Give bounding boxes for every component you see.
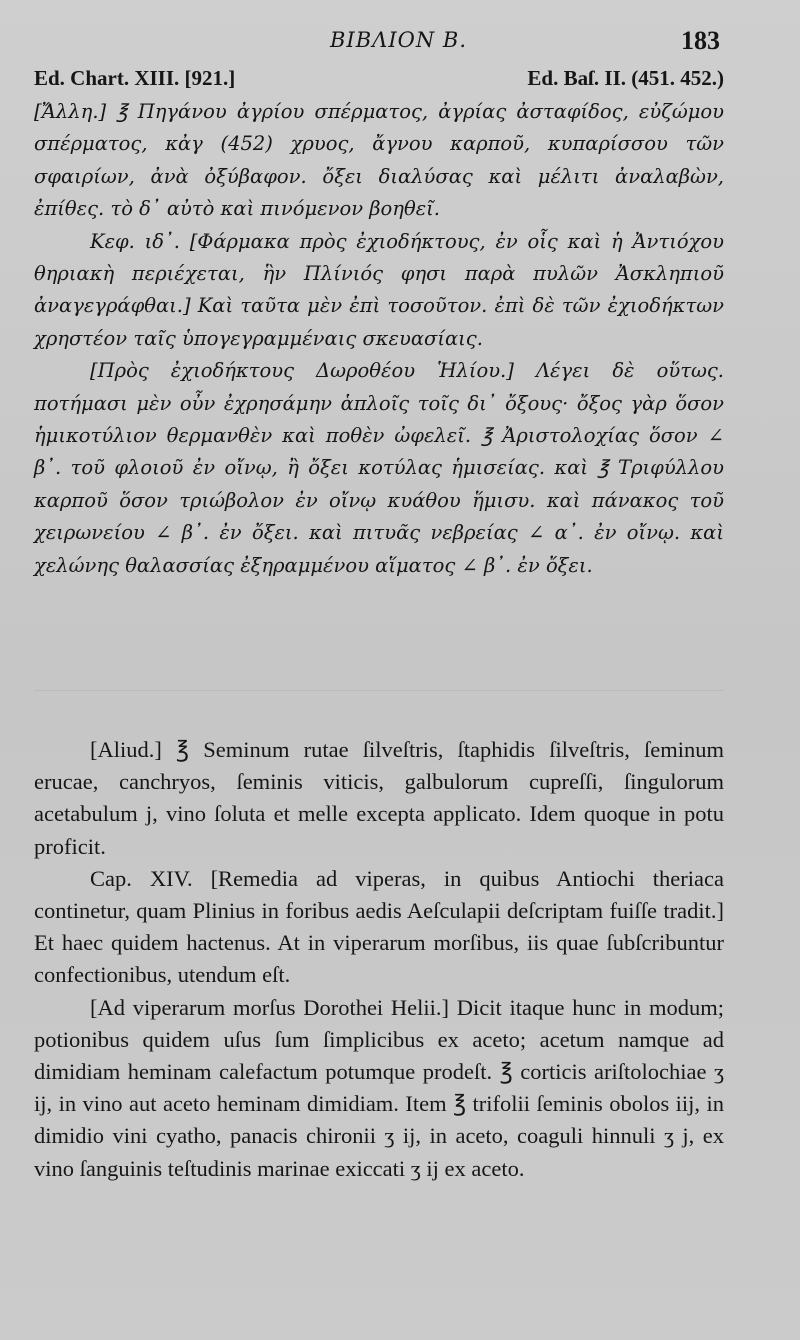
page-number: 183 — [681, 26, 720, 55]
greek-text — [34, 96, 724, 582]
running-header — [0, 24, 800, 64]
greek-paragraph: [Πρὸς ἐχιοδήκτους Δωροθέου Ἡλίου.] Λέγει δὲ οὕτως. ποτήμασι μὲν οὖν ἐχρησάμην ἁπλοῖς τοῖς δι᾽ ὄξους· ὄξος γὰρ ὅσον ἡμικοτύλιον θερμανθὲν καὶ ποθὲν ὠφελεῖ. ℥ Ἀριστολοχίας ὅσον ∠ β᾽. τοῦ φλοιοῦ ἐν οἴνῳ, ἢ ὄξει κοτύλας ἡμισείας. καὶ ℥ Τριφύλλου καρποῦ ὅσον τριώβολον ἐν οἴνῳ κυάθου ἥμισυ. καὶ πάνακος τοῦ χειρωνείου ∠ β᾽. ἐν ὄξει. καὶ πιτυᾶς νεβρείας ∠ α᾽. ἐν οἴνῳ. καὶ χελώνης θαλασσίας ἐξηραμμένου αἵματος ∠ β᾽. ἐν ὄξει. — [34, 359, 724, 577]
latin-text — [34, 734, 724, 1185]
greek-paragraph: [Ἄλλη.] ℥ Πηγάνου ἀγρίου σπέρματος, ἀγρίας ἀσταφίδος, εὐζώμου σπέρματος, κἀγ (452) χρυος, ἄγνου καρποῦ, κυπαρίσσου τῶν σφαιρίων, ἀνὰ ὀξύβαφον. ὄξει διαλύσας καὶ μέλιτι ἀναλαβὼν, ἐπίθες. τὸ δ᾽ αὐτὸ καὶ πινόμενον βοηθεῖ. — [34, 100, 724, 221]
latin-paragraph: Cap. XIV. [Remedia ad viperas, in quibus Antiochi theriaca continetur, quam Plinius in foribus aedis Aeſculapii deſcriptam fuiſſe tradit.] Et haec quidem hactenus. At in viperarum morſibus, iis quae ſubſcribuntur confectionibus, utendum eſt. — [34, 865, 724, 988]
running-title: BIBΛΙΟΝ B. — [330, 28, 467, 52]
edition-ref-chartier: Ed. Chart. XIII. [921.] — [34, 66, 236, 90]
edition-ref-basel: Ed. Baſ. II. (451. 452.) — [527, 66, 724, 90]
edition-references — [34, 66, 724, 94]
section-divider — [34, 690, 724, 691]
greek-paragraph: Κεφ. ιδ᾽. [Φάρμακα πρὸς ἐχιοδήκτους, ἐν οἷς καὶ ἡ Ἀντιόχου θηριακὴ περιέχεται, ἣν Πλίνιός φησι παρὰ πυλῶν Ἀσκληπιοῦ ἀναγεγράφθαι.] Καὶ ταῦτα μὲν ἐπὶ τοσοῦτον. ἐπὶ δὲ τῶν ἐχιοδήκτων χρηστέον ταῖς ὑπογεγραμμέναις σκευασίαις. — [34, 229, 724, 350]
latin-paragraph: [Aliud.] ℥ Seminum rutae ſilveſtris, ſtaphidis ſilveſtris, ſeminum erucae, canchryos, ſeminis viticis, galbulorum cupreſſi, ſingulorum acetabulum j, vino ſoluta et melle excepta applicato. Idem quoque in potu proficit. — [34, 737, 724, 859]
latin-paragraph: [Ad viperarum morſus Dorothei Helii.] Dicit itaque hunc in modum; potionibus quidem uſus ſum ſimplicibus ex aceto; acetum namque ad dimidiam heminam calefactum potumque prodeſt. ℥ corticis ariſtolochiae ʒ ij, in vino aut aceto heminam dimidiam. Item ℥ trifolii ſeminis obolos iij, in dimidio vini cyatho, panacis chironii ʒ ij, in aceto, coaguli hinnuli ʒ j, ex vino ſanguinis teſtudinis marinae exiccati ʒ ij ex aceto. — [34, 994, 724, 1181]
